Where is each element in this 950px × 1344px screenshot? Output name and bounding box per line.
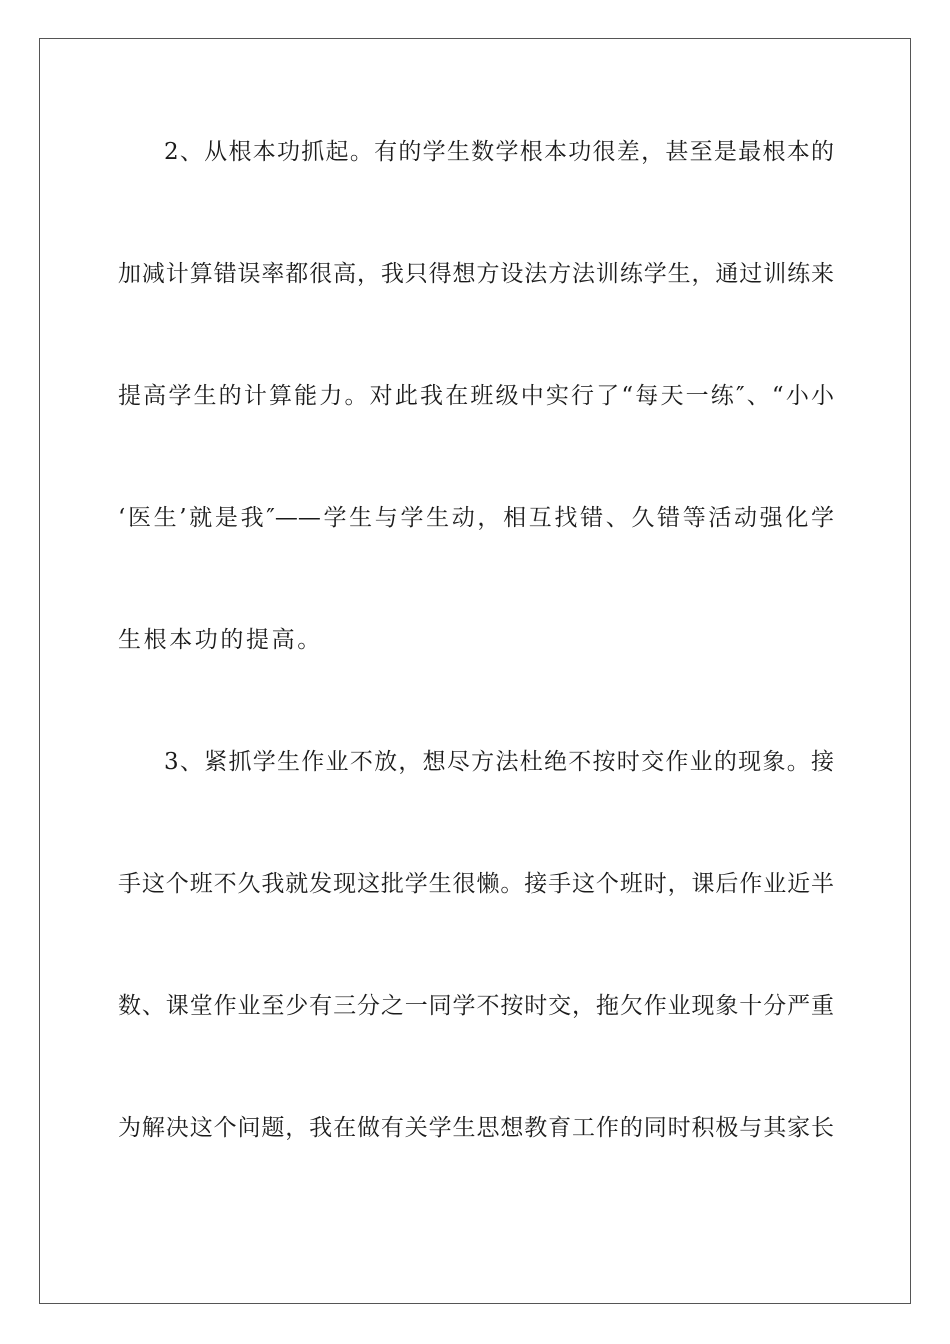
text-line: 为解决这个问题，我在做有关学生思想教育工作的同时积极与其家长 <box>118 1115 834 1141</box>
text-line: 加减计算错误率都很高，我只得想方设法方法训练学生，通过训练来 <box>118 261 834 287</box>
text-line: 提高学生的计算能力。对此我在班级中实行了“每天一练″、“小小 <box>118 383 834 409</box>
text-line: 手这个班不久我就发现这批学生很懒。接手这个班时，课后作业近半 <box>118 871 834 897</box>
text-line: ‘医生’就是我″——学生与学生动，相互找错、久错等活动强化学 <box>118 505 834 531</box>
text-line: 2、从根本功抓起。有的学生数学根本功很差，甚至是最根本的 <box>164 139 834 165</box>
text-line: 3、紧抓学生作业不放，想尽方法杜绝不按时交作业的现象。接 <box>164 749 834 775</box>
text-line: 生根本功的提高。 <box>118 627 323 653</box>
text-line: 数、课堂作业至少有三分之一同学不按时交，拖欠作业现象十分严重 <box>118 993 834 1019</box>
